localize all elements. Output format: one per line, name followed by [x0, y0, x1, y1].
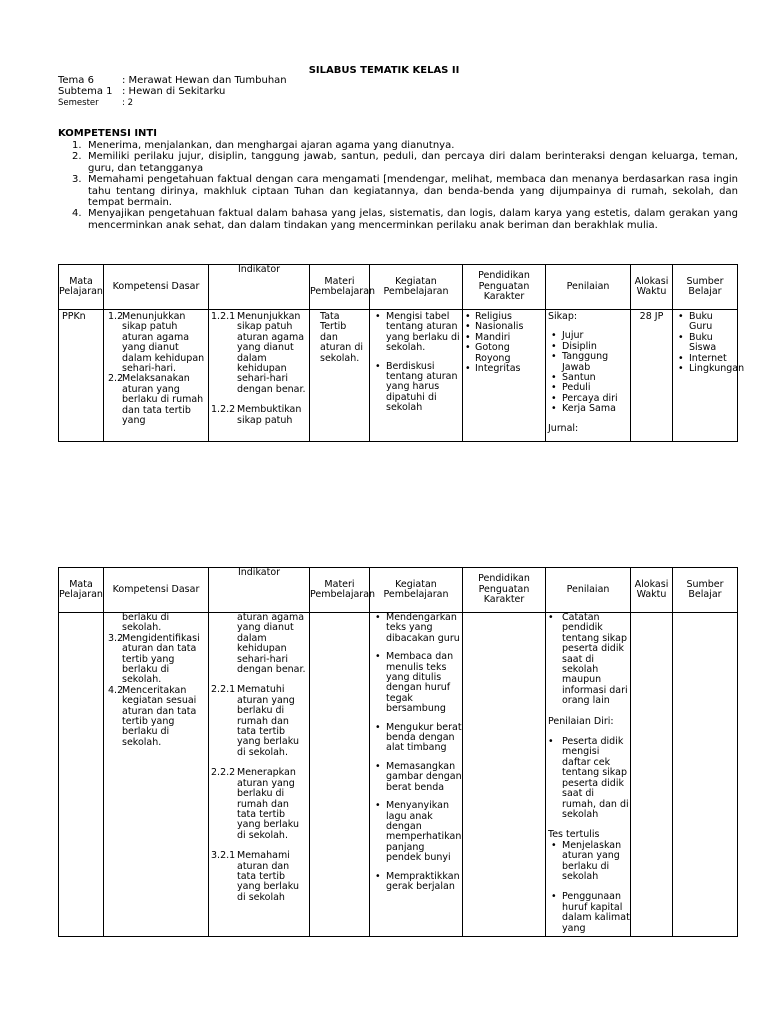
list-item: • Memasangkan gambar dengan berat benda	[370, 762, 462, 793]
ki-item-number: 3.	[72, 174, 82, 186]
header-sumber: Sumber Belajar	[673, 568, 738, 613]
list-item: • Jujur	[546, 331, 630, 341]
cell-sumber	[673, 613, 738, 937]
indikator-item	[209, 685, 309, 758]
ki-item-text: Memiliki perilaku jujur, disiplin, tanggung jawab, santun, peduli, dan percaya diri dalam berinteraksi dengan keluarga, teman, guru, dan tetangganya	[88, 151, 738, 174]
kd-item	[104, 312, 208, 374]
tema-value: : Merawat Hewan dan Tumbuhan	[122, 75, 287, 86]
kd-text: Melaksanakan aturan yang berlaku di rumah dan tata tertib yang	[122, 373, 204, 427]
list-item: • Mengisi tabel tentang aturan yang berlaku di sekolah.	[370, 312, 462, 354]
header-indikator: Indikator	[209, 568, 310, 613]
list-item: • Buku Siswa	[673, 333, 737, 354]
cell-penilaian	[546, 310, 631, 442]
list-item: • Mendengarkan teks yang dibacakan guru	[370, 613, 462, 644]
ki-item-number: 2.	[72, 151, 82, 163]
cell-alokasi	[631, 613, 673, 937]
kd-item	[104, 374, 208, 426]
kd-item	[104, 634, 208, 686]
header-materi: Materi Pembelajaran	[310, 568, 370, 613]
tema-label: Tema 6	[58, 75, 94, 86]
header-kegiatan: Kegiatan Pembelajaran	[370, 568, 463, 613]
header-alokasi: Alokasi Waktu	[631, 568, 673, 613]
list-item: • Mempraktikkan gerak berjalan	[370, 872, 462, 893]
table-header-row	[59, 568, 738, 613]
cell-kegiatan	[370, 613, 463, 937]
indikator-item	[209, 312, 309, 395]
indikator-text: Mematuhi aturan yang berlaku di rumah dan tata tertib yang berlaku di sekolah.	[237, 684, 299, 758]
materi-text: Tata Tertib dan aturan di sekolah.	[320, 311, 364, 364]
table-row	[59, 613, 738, 937]
kd-number: 3.2	[108, 632, 124, 644]
subtema-value: : Hewan di Sekitarku	[122, 86, 226, 97]
list-item: • Catatan pendidik tentang sikap peserta didik saat di sekolah maupun informasi dari orang lain	[546, 613, 630, 707]
page-title: SILABUS TEMATIK KELAS II	[308, 65, 460, 76]
ppk-list	[463, 312, 545, 374]
ki-item	[58, 140, 738, 151]
header-mapel: Mata Pelajaran	[59, 265, 104, 310]
cell-mapel	[59, 310, 104, 442]
semester-value: : 2	[122, 98, 133, 108]
list-item: • Peduli	[546, 383, 630, 393]
list-item: • Menjelaskan aturan yang berlaku di sekolah	[546, 841, 630, 883]
header-alokasi: Alokasi Waktu	[631, 265, 673, 310]
header-penilaian: Penilaian	[546, 568, 631, 613]
ki-item-number: 1.	[72, 140, 82, 151]
indikator-number: 3.2.1	[211, 850, 236, 862]
ki-item-text: Menyajikan pengetahuan faktual dalam bahasa yang jelas, sistematis, dan logis, dalam karya yang estetis, dalam gerakan yang mencerminkan anak sehat, dan dalam tindakan yang mencerminkan perilaku anak beriman dan berakhlak mulia.	[88, 208, 738, 231]
cell-ppk	[463, 613, 546, 937]
kegiatan-list	[370, 312, 462, 414]
tes-tertulis-label: Tes tertulis	[548, 829, 600, 841]
kegiatan-list	[370, 613, 462, 892]
list-item: • Menyanyikan lagu anak dengan memperhatikan panjang pendek bunyi	[370, 801, 462, 863]
header-materi: Materi Pembelajaran	[310, 265, 370, 310]
list-item: • Mengukur berat benda dengan alat timbang	[370, 723, 462, 754]
cell-materi	[310, 613, 370, 937]
penilaian-diri-label: Penilaian Diri:	[548, 715, 614, 727]
penilaian-diri-list	[546, 737, 630, 820]
indikator-text: Menunjukkan sikap patuh aturan agama yang dianut dalam kehidupan sehari-hari dengan benar.	[237, 311, 306, 395]
cell-kd	[104, 310, 209, 442]
header-mapel: Mata Pelajaran	[59, 568, 104, 613]
alokasi-text: 28 JP	[639, 311, 664, 322]
cell-penilaian	[546, 613, 631, 937]
penilaian-list	[546, 331, 630, 414]
list-item: • Percaya diri	[546, 394, 630, 404]
list-item: • Buku Guru	[673, 312, 737, 333]
cell-indikator	[209, 613, 310, 937]
list-item: • Kerja Sama	[546, 404, 630, 414]
tes-tertulis-list	[546, 841, 630, 934]
ki-item-text: Memahami pengetahuan faktual dengan cara mengamati [mendengar, melihat, membaca dan menanya berdasarkan rasa ingin tahu tentang dirinya, makhluk ciptaan Tuhan dan kegiatannya, dan benda-benda yang dijumpainya di rumah, sekolah, dan tempat bermain.	[88, 174, 738, 209]
indikator-number: 1.2.1	[211, 311, 236, 322]
list-item: • Disiplin	[546, 342, 630, 352]
sumber-list	[673, 311, 745, 375]
penilaian-catatan-list	[546, 613, 630, 707]
mapel-text: PPKn	[62, 311, 86, 322]
jurnal-label: Jurnal:	[548, 422, 579, 434]
cell-mapel	[59, 613, 104, 937]
list-item: • Berdiskusi tentang aturan yang harus dipatuhi di sekolah	[370, 362, 462, 414]
indikator-item	[209, 851, 309, 903]
header-ppk: Pendidikan Penguatan Karakter	[463, 568, 546, 613]
header-ppk: Pendidikan Penguatan Karakter	[463, 265, 546, 310]
header-kd: Kompetensi Dasar	[104, 265, 209, 310]
list-item: • Mandiri	[463, 333, 545, 343]
cell-indikator	[209, 310, 310, 442]
header-sumber: Sumber Belajar	[673, 265, 738, 310]
indikator-text: Membuktikan sikap patuh	[237, 404, 302, 426]
kd-text: Mengidentifikasi aturan dan tata tertib yang berlaku di sekolah.	[122, 632, 200, 686]
list-item: • Integritas	[463, 364, 545, 374]
kd-continued-text: berlaku di sekolah.	[122, 612, 170, 634]
ki-heading: KOMPETENSI INTI	[58, 128, 157, 139]
header-penilaian: Penilaian	[546, 265, 631, 310]
indikator-item	[209, 405, 309, 426]
kd-text: Menceritakan kegiatan sesuai aturan dan tata tertib yang berlaku di sekolah.	[122, 684, 197, 748]
indikator-text: Memahami aturan dan tata tertib yang berlaku di sekolah	[237, 850, 299, 903]
list-item: • Lingkungan	[673, 364, 737, 374]
kd-text: Menunjukkan sikap patuh aturan agama yang dianut dalam kehidupan sehari-hari.	[122, 311, 205, 375]
table-header-row	[59, 265, 738, 310]
indikator-text: Menerapkan aturan yang berlaku di rumah dan tata tertib yang berlaku di sekolah.	[237, 767, 299, 841]
kd-number: 2.2	[108, 373, 124, 385]
ki-item	[58, 174, 738, 208]
penilaian-label: Sikap:	[548, 311, 578, 322]
semester-row	[58, 97, 133, 109]
indikator-number: 2.2.1	[211, 684, 236, 696]
list-item: • Internet	[673, 354, 737, 364]
indikator-item	[209, 768, 309, 841]
ki-item-number: 4.	[72, 208, 82, 220]
list-item: • Gotong Royong	[463, 343, 545, 364]
header-kegiatan: Kegiatan Pembelajaran	[370, 265, 463, 310]
indikator-number: 2.2.2	[211, 767, 236, 779]
cell-materi	[310, 310, 370, 442]
indikator-continued-text: aturan agama yang dianut dalam kehidupan sehari-hari dengan benar.	[237, 612, 306, 676]
cell-kd	[104, 613, 209, 937]
list-item: • Religius	[463, 312, 545, 322]
header-indikator: Indikator	[209, 265, 310, 310]
kd-item	[104, 686, 208, 748]
list-item: • Tanggung Jawab	[546, 352, 630, 373]
syllabus-table-1	[58, 264, 745, 442]
subtema-label: Subtema 1	[58, 86, 113, 97]
ki-list	[58, 140, 738, 231]
cell-sumber	[673, 310, 745, 442]
cell-alokasi	[631, 310, 673, 442]
list-item: • Peserta didik mengisi daftar cek tentang sikap peserta didik saat di rumah, dan di sekolah	[546, 737, 630, 820]
semester-label: Semester	[58, 98, 99, 108]
header-kd: Kompetensi Dasar	[104, 568, 209, 613]
cell-ppk	[463, 310, 546, 442]
list-item: • Santun	[546, 373, 630, 383]
table-row	[59, 310, 738, 442]
indikator-number: 1.2.2	[211, 404, 236, 416]
syllabus-table-2	[58, 567, 738, 937]
list-item: • Nasionalis	[463, 322, 545, 332]
list-item: • Membaca dan menulis teks yang ditulis dengan huruf tegak bersambung	[370, 652, 462, 714]
kd-number: 1.2	[108, 311, 124, 322]
list-item: • Penggunaan huruf kapital dalam kalimat yang	[546, 892, 630, 934]
ki-item	[58, 208, 738, 231]
ki-item-text: Menerima, menjalankan, dan menghargai ajaran agama yang dianutnya.	[88, 140, 455, 151]
ki-item	[58, 151, 738, 174]
cell-kegiatan	[370, 310, 463, 442]
kd-number: 4.2	[108, 684, 124, 696]
